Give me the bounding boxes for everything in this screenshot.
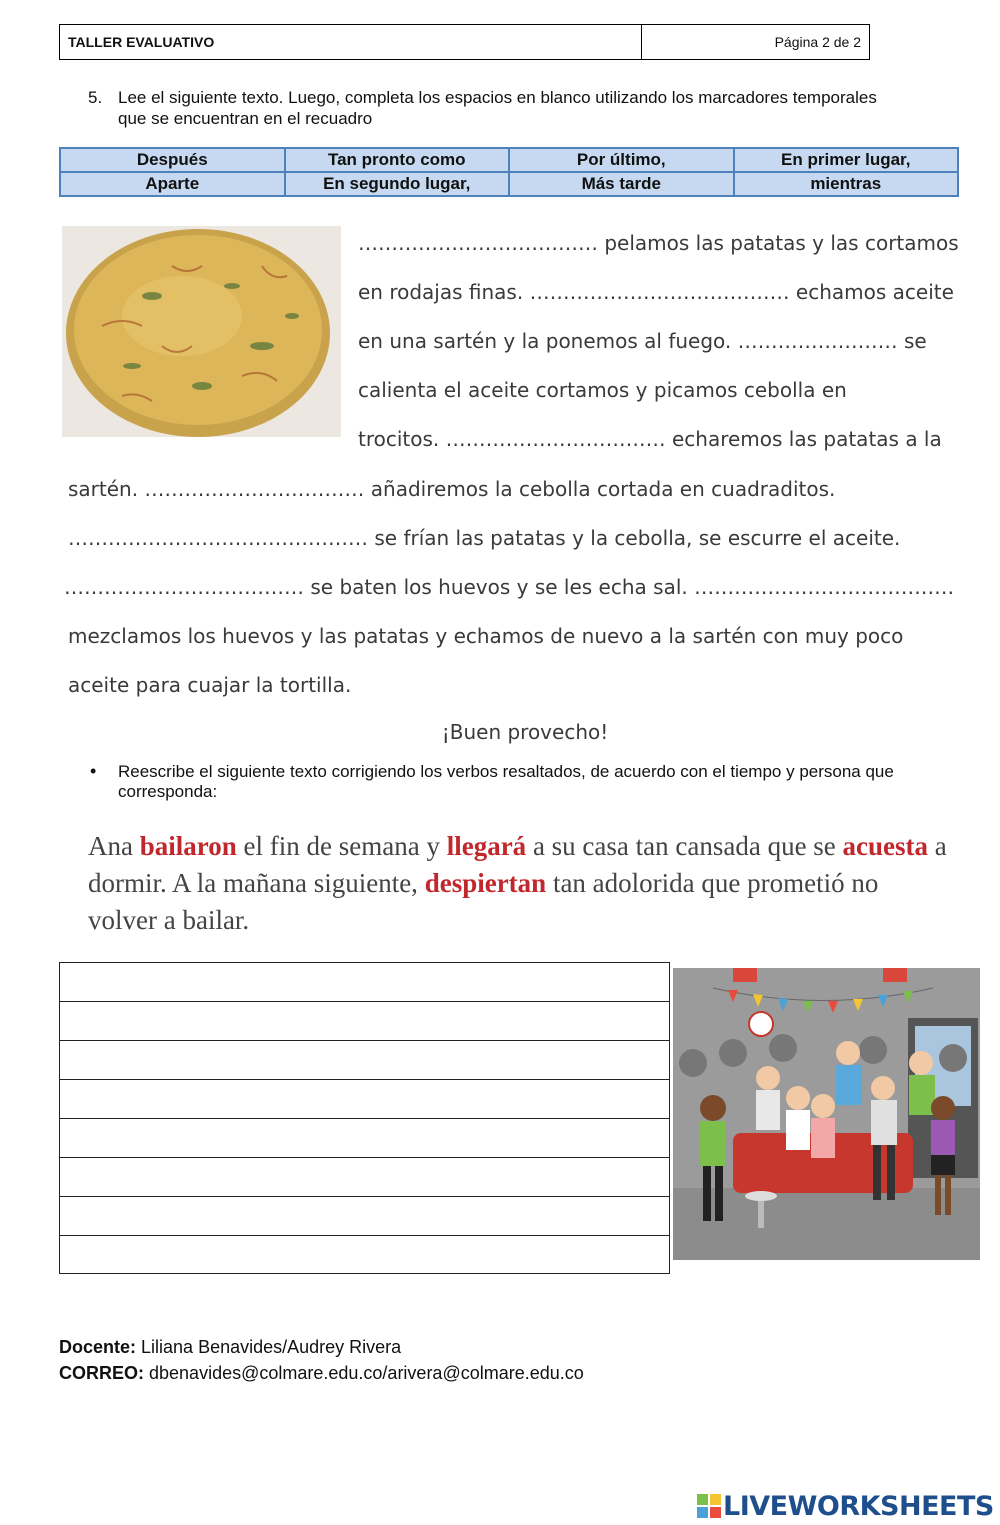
cloze-line: ……………………………… pelamos las patatas y las cortamos [358, 231, 959, 255]
table-cell: Aparte [60, 172, 285, 196]
story-paragraph [88, 828, 948, 939]
email-addresses: dbenavides@colmare.edu.co/arivera@colmare.edu.co [149, 1363, 584, 1383]
table-cell: Tan pronto como [285, 148, 510, 172]
time-markers-table [59, 147, 959, 197]
answer-line[interactable] [60, 1002, 669, 1041]
liveworksheets-brand [697, 1488, 994, 1524]
cloze-line: trocitos. …………………………… echaremos las patatas a la [358, 427, 942, 451]
tortilla-image [62, 226, 341, 437]
table-cell: mientras [734, 172, 959, 196]
page-number: Página 2 de 2 [774, 34, 861, 50]
cloze-line: aceite para cuajar la tortilla. [68, 673, 352, 697]
cloze-line: mezclamos los huevos y las patatas y echamos de nuevo a la sartén con muy poco [68, 624, 904, 648]
cloze-line: sartén. …………………………… añadiremos la cebolla cortada en cuadraditos. [68, 477, 836, 501]
closing-text: ¡Buen provecho! [441, 720, 609, 744]
highlighted-verb: acuesta [842, 831, 929, 861]
cloze-line: en rodajas finas. ………………………………… echamos aceite [358, 280, 954, 304]
question-5 [88, 87, 908, 129]
answer-line[interactable] [60, 963, 669, 1002]
teacher-names: Liliana Benavides/Audrey Rivera [141, 1337, 402, 1357]
bullet-point: • [90, 761, 97, 781]
table-cell: Después [60, 148, 285, 172]
highlighted-verb: bailaron [139, 831, 237, 861]
answer-line[interactable] [60, 1158, 669, 1197]
answer-line[interactable] [60, 1119, 669, 1158]
answer-line[interactable] [60, 1080, 669, 1119]
question-number: 5. [88, 88, 103, 107]
highlighted-verb: despiertan [424, 868, 547, 898]
header-title: TALLER EVALUATIVO [60, 25, 642, 59]
rewrite-instruction-text: Reescribe el siguiente texto corrigiendo los verbos resaltados, de acuerdo con el tiempo y persona que corresponda: [118, 762, 894, 801]
story-text: a dormir. A la mañana siguiente, [88, 831, 947, 898]
story-text: Ana [88, 831, 140, 861]
table-cell: En primer lugar, [734, 148, 959, 172]
story-text: a su casa tan cansada que se [526, 831, 843, 861]
party-illustration [673, 968, 980, 1260]
table-row [60, 172, 958, 196]
cloze-line: ……………………………………… se frían las patatas y la cebolla, se escurre el aceite. [68, 526, 901, 550]
story-text: el fin de semana y [236, 831, 447, 861]
worksheet-header [59, 24, 870, 60]
answer-line[interactable] [60, 1236, 669, 1275]
answer-line[interactable] [60, 1041, 669, 1080]
cloze-line: calienta el aceite cortamos y picamos cebolla en [358, 378, 847, 402]
cloze-line: ……………………………… se baten los huevos y se les echa sal. ………………………………… [64, 575, 955, 599]
table-cell: Más tarde [509, 172, 734, 196]
email-label: CORREO: [59, 1363, 144, 1383]
brand-name: LIVEWORKSHEETS [723, 1490, 994, 1522]
story-text: tan adolorida que prometió no volver a bailar. [88, 868, 879, 935]
teacher-line [59, 1337, 401, 1358]
liveworksheets-logo-icon [697, 1494, 721, 1518]
table-cell: En segundo lugar, [285, 172, 510, 196]
answer-box [59, 962, 670, 1274]
teacher-label: Docente: [59, 1337, 137, 1357]
email-line [59, 1363, 584, 1384]
question-instruction: Lee el siguiente texto. Luego, completa los espacios en blanco utilizando los marcadores temporales que se encuentran en el recuadro [118, 88, 877, 128]
answer-line[interactable] [60, 1197, 669, 1236]
highlighted-verb: llegará [446, 831, 527, 861]
cloze-line: en una sartén y la ponemos al fuego. …………………… se [358, 329, 927, 353]
rewrite-instruction [90, 762, 930, 802]
table-cell: Por último, [509, 148, 734, 172]
table-row [60, 148, 958, 172]
